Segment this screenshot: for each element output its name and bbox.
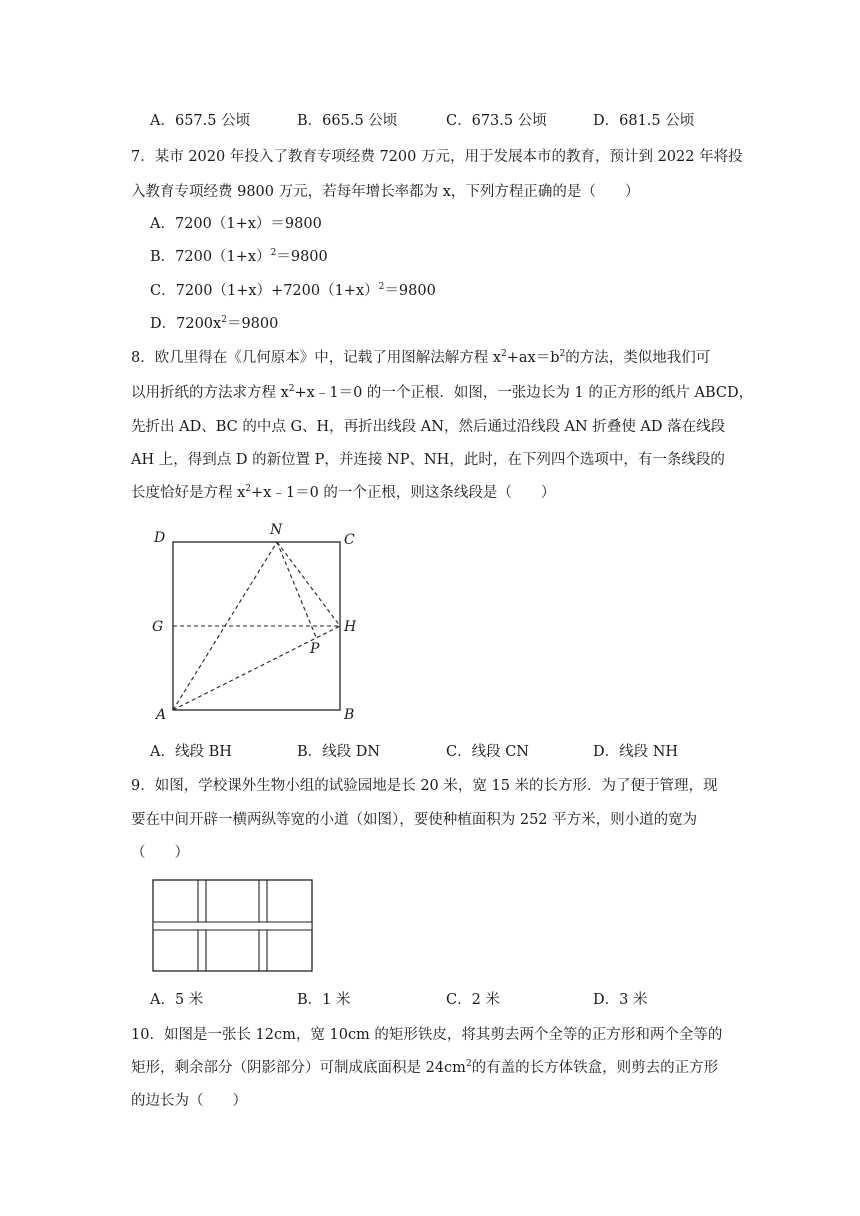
q8-line5-sup: 2 [245,484,252,495]
q8-line1-sup-b: 2 [559,349,566,360]
q8-line1-mid: +ax＝b [506,350,560,366]
q8-line2-sup: 2 [288,384,295,395]
q9-stem-line3: （ ） [131,845,189,861]
label-g: G [152,619,164,635]
q10-stem-line1: 10．如图是一张长 12cm，宽 10cm 的矩形铁皮，将其剪去两个全等的正方形和两个全等的 [131,1027,723,1043]
q9-option-b: B．1 米 [297,992,351,1008]
q8-stem-line5 [131,483,555,503]
q7-option-d-sup: 2 [221,315,227,326]
q7-option-c-post: ＝9800 [384,283,436,299]
q8-line1-pre: 8．欧几里得在《几何原本》中，记载了用图解法解方程 x [131,350,502,366]
q9-option-d: D．3 米 [593,992,648,1008]
q8-stem-line4: AH 上，得到点 D 的新位置 P，并连接 NP、NH，此时，在下列四个选项中，有一条线段的 [131,452,725,468]
q7-stem-line2: 入教育专项经费 9800 万元，若每年增长率都为 x，下列方程正确的是（ ） [131,184,640,200]
q10-stem-line2 [131,1058,718,1078]
q8-line1-post: 的方法，类似地我们可 [565,350,711,366]
q7-stem-line1: 7．某市 2020 年投入了教育专项经费 7200 万元，用于发展本市的教育，预计到 2022 年将投 [131,149,743,165]
q9-garden-figure [150,876,320,976]
q6-option-d: D．681.5 公顷 [593,113,695,129]
crossing-1 [199,923,206,930]
q10-line2-pre: 矩形，剩余部分（阴影部分）可制成底面积是 24cm [131,1060,466,1076]
label-b: B [344,707,355,723]
q6-option-c: C．673.5 公顷 [446,113,547,129]
q9-option-a: A．5 米 [150,992,204,1008]
segment-np [277,542,316,637]
segment-ah [173,626,340,710]
q8-fold-figure [140,520,380,730]
q10-line2-post: 的有盖的长方体铁盒，则剪去的正方形 [471,1060,719,1076]
label-c: C [344,532,355,548]
label-a: A [156,707,167,723]
q7-option-b-post: ＝9800 [276,249,328,265]
q8-stem-line3: 先折出 AD、BC 的中点 G、H，再折出线段 AN，然后通过沿线段 AN 折叠使 AD 落在线段 [131,419,726,435]
q8-line5-pre: 长度恰好是方程 x [131,485,246,501]
segment-nh [277,542,340,626]
path-horizontal [154,922,312,930]
q8-stem-line2 [131,383,753,403]
q10-line2-sup: 2 [465,1059,472,1070]
q7-option-c-sup: 2 [378,282,385,293]
q7-option-b-sup: 2 [270,248,277,259]
q7-option-b [150,247,328,267]
q9-stem-line1: 9．如图，学校课外生物小组的试验园地是长 20 米，宽 15 米的长方形．为了便于管理，现 [131,778,718,794]
q8-line1-sup-a: 2 [501,349,507,360]
label-d: D [154,530,166,546]
q8-option-a: A．线段 BH [150,744,232,760]
q7-option-d-post: ＝9800 [226,316,279,332]
q8-option-c: C．线段 CN [446,744,529,760]
label-p: P [310,641,320,657]
q7-option-d [150,314,278,334]
q8-option-d: D．线段 NH [593,744,679,760]
q8-option-b: B．线段 DN [297,744,381,760]
q7-option-c [150,281,436,301]
crossing-2 [260,923,267,930]
q7-option-c-pre: C．7200（1+x）+7200（1+x） [150,283,379,299]
q6-option-a: A．657.5 公顷 [150,113,251,129]
label-n: N [270,522,283,538]
q6-option-b: B．665.5 公顷 [297,113,398,129]
q10-stem-line3: 的边长为（ ） [131,1093,247,1109]
q9-stem-line2: 要在中间开辟一横两纵等宽的小道（如图），要使种植面积为 252 平方米，则小道的宽为 [131,812,698,828]
q9-option-c: C．2 米 [446,992,500,1008]
q8-line5-post: +x﹣1＝0 的一个正根，则这条线段是（ ） [251,485,556,501]
q7-option-b-pre: B．7200（1+x） [150,249,271,265]
label-h: H [344,619,357,635]
q8-line2-pre: 以用折纸的方法求方程 x [131,385,289,401]
q8-stem-line1 [131,348,710,368]
q7-option-d-pre: D．7200x [150,316,222,332]
q7-option-a: A．7200（1+x）＝9800 [150,216,322,232]
q8-line2-post: +x﹣1＝0 的一个正根．如图，一张边长为 1 的正方形的纸片 ABCD， [294,385,754,401]
